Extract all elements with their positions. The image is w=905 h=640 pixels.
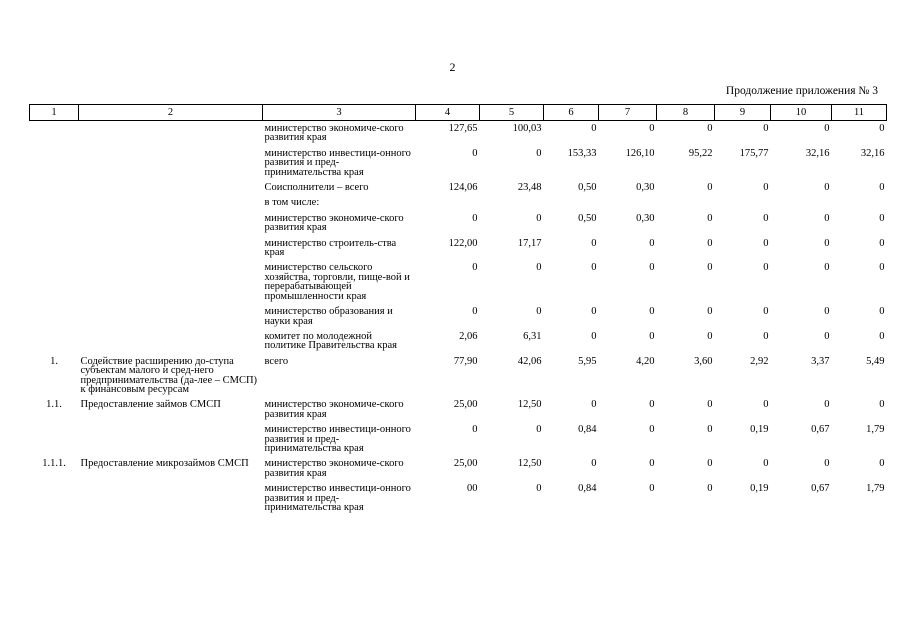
value-cell: 0 [824, 458, 830, 470]
value-cell: 0 [591, 399, 597, 411]
value-cell [657, 195, 715, 210]
value-cell: 0,19 [750, 424, 769, 436]
header-cell: 4 [416, 105, 480, 121]
table-row [30, 481, 887, 515]
value-cell: 32,16 [805, 147, 830, 159]
measure-name [79, 121, 263, 146]
value-cell [771, 195, 832, 210]
value-cell: 0 [649, 237, 655, 249]
value-cell: 0 [649, 458, 655, 470]
value-cell: 0 [707, 262, 713, 274]
table-row [30, 180, 887, 195]
value-cell: 0 [824, 182, 830, 194]
value-cell: 0 [472, 212, 478, 224]
value-cell: 5,49 [866, 355, 885, 367]
value-cell: 25,00 [453, 458, 478, 470]
value-cell: 124,06 [448, 182, 478, 194]
value-cell: 3,37 [811, 355, 830, 367]
value-cell: 2,92 [750, 355, 769, 367]
executor-name: министерство инвестици-онного развития и пред-принимательства края [264, 424, 411, 454]
table-row [30, 146, 887, 180]
table-row [30, 456, 887, 481]
header-cell: 9 [715, 105, 771, 121]
value-cell: 1,79 [866, 424, 885, 436]
value-cell: 0 [824, 306, 830, 318]
executor-name: министерство образования и науки края [264, 306, 393, 327]
value-cell: 0,67 [811, 483, 830, 495]
value-cell: 0 [649, 123, 655, 134]
item-number [30, 180, 79, 195]
value-cell: 0 [649, 306, 655, 318]
item-number [30, 146, 79, 180]
value-cell: 0 [536, 424, 542, 436]
executor-name: министерство сельского хозяйства, торговли, пище-вой и перерабатывающей промышленности края [264, 262, 410, 302]
value-cell: 0 [591, 123, 597, 134]
value-cell: 127,65 [448, 123, 478, 134]
executor-name: всего [264, 355, 289, 367]
table-row [30, 211, 887, 236]
item-number [30, 260, 79, 304]
table-row [30, 422, 887, 456]
header-row [30, 105, 887, 121]
value-cell: 0 [536, 262, 542, 274]
header-cell: 1 [30, 105, 79, 121]
value-cell: 0 [472, 262, 478, 274]
measure-name: Предоставление микрозаймов СМСП [80, 458, 249, 470]
item-number [30, 236, 79, 261]
value-cell: 0 [763, 212, 769, 224]
value-cell: 0 [591, 262, 597, 274]
value-cell: 0 [649, 424, 655, 436]
item-number [30, 211, 79, 236]
value-cell: 0 [707, 306, 713, 318]
value-cell: 0 [879, 330, 885, 342]
value-cell: 25,00 [453, 399, 478, 411]
value-cell: 12,50 [517, 458, 542, 470]
item-number [30, 481, 79, 515]
executor-name: министерство инвестици-онного развития и пред-принимательства края [264, 483, 411, 513]
value-cell: 77,90 [453, 355, 478, 367]
table-row [30, 354, 887, 398]
value-cell: 0 [707, 399, 713, 411]
measure-name: Содействие расширению до-ступа субъектам малого и сред-него предпринимательства (да-лее – СМСП) к финансовым ресурсам [80, 355, 258, 395]
item-number [30, 195, 79, 210]
value-cell: 0 [879, 237, 885, 249]
measure-name [79, 211, 263, 236]
table-row [30, 121, 887, 146]
header-cell: 10 [771, 105, 832, 121]
value-cell: 1,79 [866, 483, 885, 495]
table-row [30, 304, 887, 329]
measure-name [79, 329, 263, 354]
measure-name [79, 481, 263, 515]
table-row [30, 236, 887, 261]
header-cell: 2 [79, 105, 263, 121]
value-cell: 0 [707, 123, 713, 134]
executor-name: министерство экономиче-ского развития края [264, 123, 404, 144]
header-cell: 8 [657, 105, 715, 121]
item-number: 1. [50, 355, 58, 367]
measure-name [79, 146, 263, 180]
value-cell: 0 [824, 399, 830, 411]
value-cell: 0 [763, 306, 769, 318]
value-cell: 32,16 [860, 147, 885, 159]
value-cell: 0 [707, 182, 713, 194]
value-cell: 0 [879, 182, 885, 194]
value-cell: 0,84 [578, 424, 597, 436]
value-cell: 100,03 [512, 123, 542, 134]
value-cell: 175,77 [739, 147, 769, 159]
header-cell: 7 [599, 105, 657, 121]
page-number: 2 [449, 60, 456, 74]
value-cell: 0 [649, 330, 655, 342]
value-cell: 00 [467, 483, 478, 495]
value-cell: 6,31 [523, 330, 542, 342]
item-number [30, 329, 79, 354]
value-cell: 0,30 [636, 182, 655, 194]
executor-name: министерство строитель-ства края [264, 237, 397, 259]
value-cell: 0 [763, 182, 769, 194]
value-cell: 12,50 [517, 399, 542, 411]
executor-name: министерство экономиче-ского развития края [264, 212, 404, 234]
value-cell: 0 [591, 330, 597, 342]
value-cell: 0 [763, 237, 769, 249]
continuation-label: Продолжение приложения № 3 [725, 85, 878, 97]
value-cell: 0 [824, 123, 830, 134]
value-cell: 0,19 [750, 483, 769, 495]
value-cell: 23,48 [517, 182, 542, 194]
header-cell: 6 [544, 105, 599, 121]
value-cell: 0,84 [578, 483, 597, 495]
table-row [30, 260, 887, 304]
value-cell: 17,17 [517, 237, 542, 249]
item-number: 1.1.1. [42, 458, 66, 470]
measure-name [79, 304, 263, 329]
value-cell: 0 [763, 123, 769, 134]
value-cell [599, 195, 657, 210]
value-cell: 0 [763, 399, 769, 411]
header-cell: 3 [263, 105, 416, 121]
value-cell: 0 [763, 262, 769, 274]
value-cell: 0 [707, 424, 713, 436]
value-cell: 0 [879, 123, 885, 134]
value-cell: 153,33 [567, 147, 597, 159]
value-cell: 0 [536, 306, 542, 318]
item-number [30, 422, 79, 456]
executor-name: министерство инвестици-онного развития и пред-принимательства края [264, 147, 411, 178]
value-cell: 0 [649, 399, 655, 411]
measure-name [79, 195, 263, 210]
value-cell: 0 [824, 237, 830, 249]
value-cell: 0 [536, 483, 542, 495]
measure-name [79, 260, 263, 304]
value-cell: 0 [879, 262, 885, 274]
value-cell: 0,50 [578, 182, 597, 194]
value-cell [832, 195, 887, 210]
value-cell: 0 [591, 458, 597, 470]
value-cell [544, 195, 599, 210]
value-cell: 4,20 [636, 355, 655, 367]
executor-name: министерство экономиче-ского развития края [264, 399, 404, 420]
measure-name [79, 422, 263, 456]
value-cell: 0 [824, 330, 830, 342]
value-cell: 0 [536, 212, 542, 224]
value-cell: 0 [472, 424, 478, 436]
measure-name [79, 236, 263, 261]
executor-name: Соисполнители – всего [264, 182, 369, 194]
value-cell: 0 [879, 458, 885, 470]
item-number [30, 121, 79, 146]
executor-name: комитет по молодежной политике Правительства края [264, 330, 397, 352]
value-cell: 0 [707, 237, 713, 249]
value-cell [715, 195, 771, 210]
value-cell: 0,30 [636, 212, 655, 224]
program-table [29, 104, 887, 515]
measure-name: Предоставление займов СМСП [80, 399, 221, 411]
value-cell: 0 [763, 330, 769, 342]
value-cell: 0 [536, 147, 542, 159]
table-row [30, 329, 887, 354]
value-cell: 122,00 [448, 237, 478, 249]
value-cell: 0,50 [578, 212, 597, 224]
executor-name: в том числе: [264, 197, 320, 209]
value-cell: 0 [707, 330, 713, 342]
value-cell: 42,06 [517, 355, 542, 367]
value-cell: 0 [879, 399, 885, 411]
value-cell: 0 [707, 483, 713, 495]
value-cell [416, 195, 480, 210]
value-cell: 0 [763, 458, 769, 470]
item-number: 1.1. [46, 399, 62, 411]
value-cell: 0 [649, 483, 655, 495]
value-cell: 0 [591, 237, 597, 249]
value-cell: 5,95 [578, 355, 597, 367]
value-cell: 2,06 [459, 330, 478, 342]
value-cell: 0,67 [811, 424, 830, 436]
value-cell: 0 [824, 212, 830, 224]
value-cell: 0 [707, 458, 713, 470]
value-cell: 0 [472, 306, 478, 318]
header-cell: 5 [480, 105, 544, 121]
value-cell: 0 [472, 147, 478, 159]
value-cell: 126,10 [625, 147, 655, 159]
value-cell: 0 [879, 212, 885, 224]
header-cell: 11 [832, 105, 887, 121]
value-cell: 95,22 [688, 147, 713, 159]
value-cell: 0 [824, 262, 830, 274]
executor-name: министерство экономиче-ского развития края [264, 458, 404, 479]
value-cell [480, 195, 544, 210]
item-number [30, 304, 79, 329]
value-cell: 0 [879, 306, 885, 318]
value-cell: 0 [649, 262, 655, 274]
value-cell: 3,60 [694, 355, 713, 367]
measure-name [79, 180, 263, 195]
table-row [30, 195, 887, 210]
table-row [30, 397, 887, 422]
value-cell: 0 [591, 306, 597, 318]
value-cell: 0 [707, 212, 713, 224]
